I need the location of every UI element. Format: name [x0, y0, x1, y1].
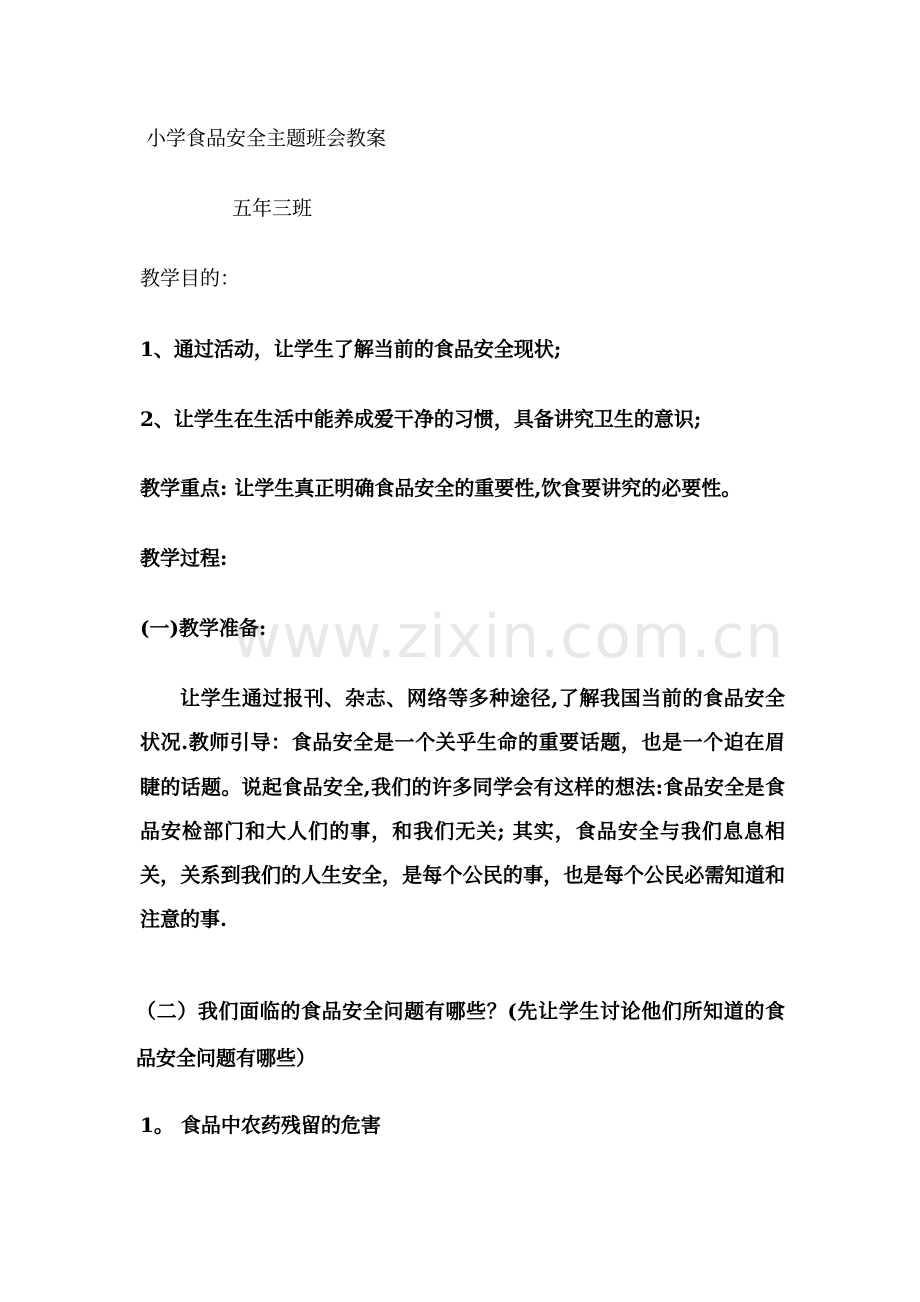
item-1: 1。 食品中农药残留的危害 — [140, 1113, 381, 1137]
process-heading: 教学过程: — [140, 546, 228, 570]
watermark: www.zixin.com.cn — [232, 602, 785, 672]
section-1-body: 让学生通过报刊、杂志、网络等多种途径,了解我国当前的食品安全状况.教师引导：食品安全是一个关乎生命的重要话题，也是一个迫在眉睫的话题。说起食品安全,我们的许多同学会有这样的想法:食品安全是食品安检部门和大人们的事，和我们无关; 其实，食品安全与我们息息相关，关系到我们的人生安全，是每个公民的事，也是每个公民必需知道和注意的事. — [140, 686, 785, 932]
section-1-heading: (一)教学准备: — [140, 616, 267, 640]
section-2-heading: （二）我们面临的食品安全问题有哪些？(先让学生讨论他们所知道的食品安全问题有哪些） — [136, 999, 785, 1070]
key-point: 教学重点: 让学生真正明确食品安全的重要性,饮食要讲究的必要性。 — [140, 476, 742, 500]
objective-2: 2、让学生在生活中能养成爱干净的习惯，具备讲究卫生的意识; — [140, 407, 702, 431]
objectives-heading: 教学目的： — [140, 266, 240, 290]
document-title: 小学食品安全主题班会教案 — [146, 126, 386, 150]
class-name: 五年三班 — [232, 196, 312, 220]
objective-1: 1、通过活动，让学生了解当前的食品安全现状; — [140, 337, 562, 361]
